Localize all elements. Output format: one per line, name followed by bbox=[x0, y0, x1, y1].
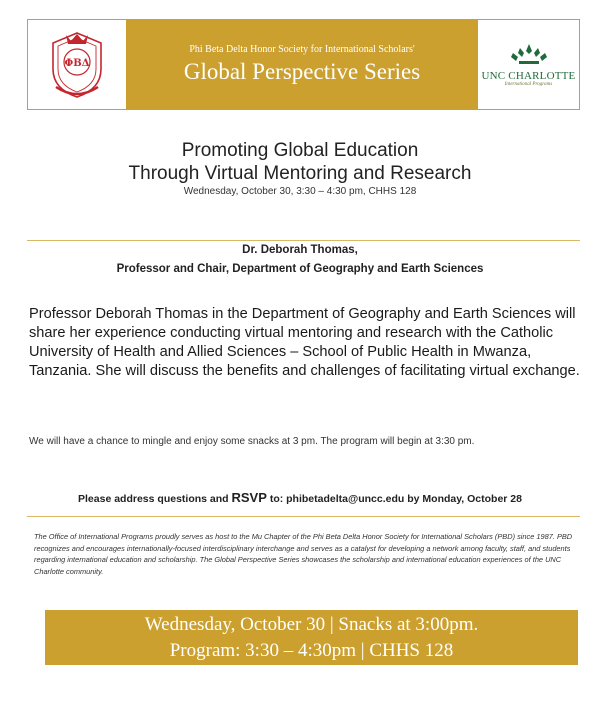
footer-line1: Wednesday, October 30 | Snacks at 3:00pm. bbox=[144, 613, 479, 635]
event-title-line1: Promoting Global Education bbox=[181, 140, 419, 161]
unc-charlotte-logo bbox=[478, 20, 579, 109]
phi-beta-delta-seal-box bbox=[28, 20, 126, 109]
phi-beta-delta-seal-icon bbox=[46, 29, 108, 101]
event-datetime: Wednesday, October 30, 3:30 – 4:30 pm, CHHS 128 bbox=[183, 186, 417, 197]
unc-crown-icon bbox=[509, 42, 549, 68]
footer-banner bbox=[45, 610, 578, 665]
event-title-line2: Through Virtual Mentoring and Research bbox=[128, 163, 472, 184]
header-banner bbox=[27, 19, 580, 110]
event-description: Professor Deborah Thomas in the Department of Geography and Earth Sciences will share her experience conducting virtual mentoring and research with the Catholic University of Health and Allied Sciences – School of Public Health in Mwanza, Tanzania. She will discuss the benefits and challenges of facilitating virtual exchange. bbox=[29, 306, 580, 379]
series-title: Global Perspective Series bbox=[183, 59, 421, 84]
series-banner bbox=[126, 20, 478, 109]
unc-logo-dept: International Programs bbox=[504, 82, 553, 87]
speaker-title: Professor and Chair, Department of Geography and Earth Sciences bbox=[116, 263, 484, 275]
about-paragraph: The Office of International Programs proudly serves as host to the Mu Chapter of the Phi Beta Delta Honor Society for International Scholars (PBD) since 1987. PBD recognizes and encourages internationally-focused interdisciplinary interchange and serves as a catalyst for developing a network among faculty, staff, and students regarding international education and scholarship. The Global Perspective Series showcases the scholarship and international education experiences of the UNC Charlotte community. bbox=[34, 532, 573, 576]
unc-logo-name: UNC CHARLOTTE bbox=[481, 70, 576, 82]
speaker-name: Dr. Deborah Thomas, bbox=[242, 244, 358, 256]
divider-top bbox=[27, 240, 580, 241]
rsvp-keyword: RSVP bbox=[231, 490, 267, 505]
divider-bottom bbox=[27, 516, 580, 517]
society-line: Phi Beta Delta Honor Society for International Scholars' bbox=[189, 44, 415, 55]
footer-line2: Program: 3:30 – 4:30pm | CHHS 128 bbox=[169, 639, 454, 661]
mingle-note: We will have a chance to mingle and enjoy some snacks at 3 pm. The program will begin at 3:30 pm. bbox=[29, 436, 475, 447]
rsvp-prefix: Please address questions and bbox=[78, 493, 232, 505]
seal-letters: ΦΒΔ bbox=[64, 57, 90, 69]
rsvp-suffix: to: phibetadelta@uncc.edu by Monday, October 28 bbox=[266, 493, 522, 505]
rsvp-line bbox=[0, 490, 600, 505]
